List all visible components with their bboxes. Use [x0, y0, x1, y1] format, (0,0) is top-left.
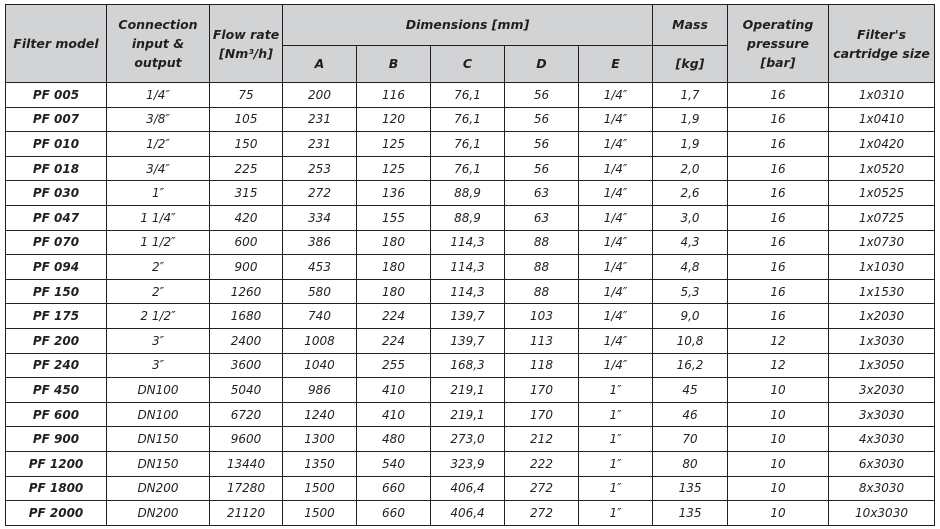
cell-cartridge: 1x3030: [829, 328, 935, 353]
cell-dim-e: 1″: [579, 451, 653, 476]
cell-model: PF 018: [6, 156, 107, 181]
cell-dim-a: 386: [283, 230, 357, 255]
cell-model: PF 047: [6, 205, 107, 230]
cell-dim-c: 88,9: [431, 205, 505, 230]
cell-dim-a: 231: [283, 107, 357, 132]
cell-dim-e: 1/4″: [579, 279, 653, 304]
header-dim-e: E: [579, 46, 653, 83]
header-dim-c: C: [431, 46, 505, 83]
cell-pressure: 16: [728, 156, 829, 181]
cell-dim-c: 323,9: [431, 451, 505, 476]
cell-dim-d: 212: [505, 427, 579, 452]
cell-dim-e: 1″: [579, 476, 653, 501]
cell-dim-b: 125: [357, 132, 431, 157]
cell-model: PF 030: [6, 181, 107, 206]
cell-connection: DN150: [107, 451, 210, 476]
cell-pressure: 10: [728, 451, 829, 476]
cell-pressure: 16: [728, 132, 829, 157]
table-row: [6, 501, 935, 526]
cell-connection: 2 1/2″: [107, 304, 210, 329]
cell-dim-d: 88: [505, 255, 579, 280]
cell-pressure: 10: [728, 476, 829, 501]
cell-cartridge: 4x3030: [829, 427, 935, 452]
cell-dim-e: 1/4″: [579, 205, 653, 230]
cell-dim-e: 1″: [579, 378, 653, 403]
cell-dim-c: 88,9: [431, 181, 505, 206]
table-row: [6, 83, 935, 108]
cell-dim-b: 255: [357, 353, 431, 378]
cell-model: PF 1800: [6, 476, 107, 501]
cell-dim-b: 480: [357, 427, 431, 452]
cell-connection: 1 1/2″: [107, 230, 210, 255]
cell-cartridge: 1x0420: [829, 132, 935, 157]
cell-dim-d: 63: [505, 205, 579, 230]
cell-pressure: 16: [728, 279, 829, 304]
cell-flow-rate: 75: [210, 83, 283, 108]
cell-dim-a: 740: [283, 304, 357, 329]
table-row: [6, 304, 935, 329]
cell-connection: DN200: [107, 501, 210, 526]
cell-cartridge: 3x3030: [829, 402, 935, 427]
cell-connection: 3″: [107, 328, 210, 353]
cell-mass: 1,9: [653, 107, 728, 132]
cell-cartridge: 10x3030: [829, 501, 935, 526]
cell-pressure: 12: [728, 353, 829, 378]
table-row: [6, 353, 935, 378]
cell-connection: 3/4″: [107, 156, 210, 181]
cell-dim-d: 56: [505, 156, 579, 181]
cell-dim-a: 453: [283, 255, 357, 280]
cell-dim-a: 580: [283, 279, 357, 304]
cell-pressure: 16: [728, 205, 829, 230]
cell-dim-d: 88: [505, 279, 579, 304]
cell-dim-e: 1/4″: [579, 230, 653, 255]
cell-model: PF 070: [6, 230, 107, 255]
table-row: [6, 107, 935, 132]
table-row: [6, 156, 935, 181]
cell-dim-e: 1/4″: [579, 83, 653, 108]
cell-dim-b: 180: [357, 230, 431, 255]
cell-dim-d: 103: [505, 304, 579, 329]
cell-mass: 3,0: [653, 205, 728, 230]
cell-flow-rate: 150: [210, 132, 283, 157]
cell-flow-rate: 900: [210, 255, 283, 280]
header-filter-model: Filter model: [6, 5, 107, 83]
cell-model: PF 094: [6, 255, 107, 280]
cell-mass: 1,7: [653, 83, 728, 108]
cell-model: PF 1200: [6, 451, 107, 476]
cell-dim-d: 222: [505, 451, 579, 476]
cell-dim-a: 200: [283, 83, 357, 108]
cell-cartridge: 1x0310: [829, 83, 935, 108]
cell-dim-d: 272: [505, 476, 579, 501]
cell-mass: 2,0: [653, 156, 728, 181]
cell-dim-a: 1350: [283, 451, 357, 476]
cell-dim-a: 231: [283, 132, 357, 157]
header-dimensions: Dimensions [mm]: [283, 5, 653, 46]
cell-dim-d: 56: [505, 107, 579, 132]
cell-flow-rate: 9600: [210, 427, 283, 452]
cell-model: PF 010: [6, 132, 107, 157]
cell-dim-e: 1″: [579, 427, 653, 452]
cell-connection: 1 1/4″: [107, 205, 210, 230]
cell-dim-b: 155: [357, 205, 431, 230]
cell-pressure: 10: [728, 501, 829, 526]
cell-model: PF 2000: [6, 501, 107, 526]
cell-dim-c: 76,1: [431, 132, 505, 157]
cell-flow-rate: 5040: [210, 378, 283, 403]
cell-mass: 16,2: [653, 353, 728, 378]
cell-flow-rate: 21120: [210, 501, 283, 526]
cell-dim-d: 170: [505, 402, 579, 427]
cell-dim-c: 406,4: [431, 476, 505, 501]
cell-mass: 80: [653, 451, 728, 476]
cell-dim-a: 1008: [283, 328, 357, 353]
cell-dim-d: 63: [505, 181, 579, 206]
cell-dim-e: 1/4″: [579, 107, 653, 132]
cell-dim-e: 1/4″: [579, 328, 653, 353]
cell-cartridge: 1x0520: [829, 156, 935, 181]
cell-connection: 3/8″: [107, 107, 210, 132]
cell-dim-a: 1040: [283, 353, 357, 378]
cell-pressure: 12: [728, 328, 829, 353]
cell-mass: 4,8: [653, 255, 728, 280]
cell-dim-d: 113: [505, 328, 579, 353]
table-body: [6, 83, 935, 526]
cell-mass: 70: [653, 427, 728, 452]
cell-connection: DN100: [107, 378, 210, 403]
cell-dim-c: 219,1: [431, 402, 505, 427]
cell-flow-rate: 17280: [210, 476, 283, 501]
cell-mass: 135: [653, 501, 728, 526]
cell-dim-a: 1240: [283, 402, 357, 427]
cell-flow-rate: 1680: [210, 304, 283, 329]
cell-dim-c: 76,1: [431, 83, 505, 108]
cell-cartridge: 3x2030: [829, 378, 935, 403]
header-mass-unit: [kg]: [653, 46, 728, 83]
cell-pressure: 10: [728, 402, 829, 427]
cell-flow-rate: 225: [210, 156, 283, 181]
cell-model: PF 007: [6, 107, 107, 132]
cell-pressure: 16: [728, 304, 829, 329]
header-connection: Connection input & output: [107, 5, 210, 83]
cell-dim-c: 114,3: [431, 255, 505, 280]
cell-cartridge: 1x0410: [829, 107, 935, 132]
table-row: [6, 451, 935, 476]
cell-flow-rate: 2400: [210, 328, 283, 353]
table-row: [6, 132, 935, 157]
cell-pressure: 16: [728, 181, 829, 206]
cell-flow-rate: 315: [210, 181, 283, 206]
cell-connection: DN200: [107, 476, 210, 501]
cell-mass: 46: [653, 402, 728, 427]
header-cartridge-size: Filter's cartridge size: [829, 5, 935, 83]
cell-dim-e: 1/4″: [579, 353, 653, 378]
cell-dim-b: 125: [357, 156, 431, 181]
header-dim-b: B: [357, 46, 431, 83]
cell-dim-a: 334: [283, 205, 357, 230]
cell-cartridge: 1x1530: [829, 279, 935, 304]
cell-mass: 5,3: [653, 279, 728, 304]
cell-connection: 1″: [107, 181, 210, 206]
cell-dim-e: 1/4″: [579, 255, 653, 280]
cell-dim-c: 273,0: [431, 427, 505, 452]
cell-cartridge: 1x0525: [829, 181, 935, 206]
cell-dim-d: 56: [505, 83, 579, 108]
filter-spec-table: [5, 4, 935, 526]
cell-dim-b: 410: [357, 402, 431, 427]
table-row: [6, 205, 935, 230]
cell-dim-b: 120: [357, 107, 431, 132]
cell-dim-d: 272: [505, 501, 579, 526]
table-row: [6, 476, 935, 501]
table-row: [6, 378, 935, 403]
cell-connection: 2″: [107, 279, 210, 304]
cell-flow-rate: 3600: [210, 353, 283, 378]
cell-connection: 1/4″: [107, 83, 210, 108]
cell-cartridge: 1x2030: [829, 304, 935, 329]
cell-mass: 1,9: [653, 132, 728, 157]
cell-dim-d: 88: [505, 230, 579, 255]
table-row: [6, 328, 935, 353]
cell-dim-b: 540: [357, 451, 431, 476]
cell-dim-b: 180: [357, 255, 431, 280]
cell-dim-a: 1500: [283, 501, 357, 526]
cell-dim-c: 114,3: [431, 230, 505, 255]
cell-dim-e: 1/4″: [579, 156, 653, 181]
table-row: [6, 402, 935, 427]
cell-connection: DN100: [107, 402, 210, 427]
cell-model: PF 900: [6, 427, 107, 452]
table-row: [6, 181, 935, 206]
cell-dim-e: 1/4″: [579, 132, 653, 157]
cell-flow-rate: 13440: [210, 451, 283, 476]
table-row: [6, 255, 935, 280]
header-dim-a: A: [283, 46, 357, 83]
cell-flow-rate: 420: [210, 205, 283, 230]
cell-dim-b: 224: [357, 328, 431, 353]
cell-dim-a: 272: [283, 181, 357, 206]
cell-dim-c: 168,3: [431, 353, 505, 378]
table-row: [6, 230, 935, 255]
cell-cartridge: 1x0730: [829, 230, 935, 255]
cell-dim-d: 118: [505, 353, 579, 378]
cell-cartridge: 6x3030: [829, 451, 935, 476]
cell-pressure: 10: [728, 427, 829, 452]
cell-dim-b: 136: [357, 181, 431, 206]
cell-flow-rate: 6720: [210, 402, 283, 427]
cell-pressure: 16: [728, 83, 829, 108]
cell-cartridge: 1x3050: [829, 353, 935, 378]
cell-model: PF 450: [6, 378, 107, 403]
header-dim-d: D: [505, 46, 579, 83]
table-row: [6, 279, 935, 304]
cell-flow-rate: 600: [210, 230, 283, 255]
cell-connection: 1/2″: [107, 132, 210, 157]
cell-pressure: 16: [728, 230, 829, 255]
header-operating-pressure: Operating pressure [bar]: [728, 5, 829, 83]
header-mass: Mass: [653, 5, 728, 46]
cell-dim-e: 1/4″: [579, 181, 653, 206]
header-flow-rate: Flow rate [Nm³/h]: [210, 5, 283, 83]
cell-flow-rate: 105: [210, 107, 283, 132]
cell-model: PF 600: [6, 402, 107, 427]
cell-model: PF 200: [6, 328, 107, 353]
cell-dim-e: 1″: [579, 501, 653, 526]
cell-dim-c: 76,1: [431, 107, 505, 132]
cell-mass: 10,8: [653, 328, 728, 353]
cell-connection: 3″: [107, 353, 210, 378]
cell-dim-c: 76,1: [431, 156, 505, 181]
cell-pressure: 16: [728, 255, 829, 280]
cell-dim-b: 116: [357, 83, 431, 108]
cell-connection: 2″: [107, 255, 210, 280]
cell-dim-c: 406,4: [431, 501, 505, 526]
cell-mass: 4,3: [653, 230, 728, 255]
cell-pressure: 16: [728, 107, 829, 132]
cell-model: PF 005: [6, 83, 107, 108]
cell-dim-b: 410: [357, 378, 431, 403]
cell-dim-d: 170: [505, 378, 579, 403]
cell-mass: 135: [653, 476, 728, 501]
cell-model: PF 240: [6, 353, 107, 378]
cell-cartridge: 1x0725: [829, 205, 935, 230]
cell-dim-c: 219,1: [431, 378, 505, 403]
table-row: [6, 427, 935, 452]
cell-flow-rate: 1260: [210, 279, 283, 304]
cell-cartridge: 1x1030: [829, 255, 935, 280]
cell-dim-b: 660: [357, 476, 431, 501]
cell-dim-c: 139,7: [431, 328, 505, 353]
cell-dim-c: 139,7: [431, 304, 505, 329]
cell-dim-e: 1/4″: [579, 304, 653, 329]
cell-dim-d: 56: [505, 132, 579, 157]
cell-dim-e: 1″: [579, 402, 653, 427]
cell-cartridge: 8x3030: [829, 476, 935, 501]
cell-connection: DN150: [107, 427, 210, 452]
cell-dim-a: 1500: [283, 476, 357, 501]
cell-dim-c: 114,3: [431, 279, 505, 304]
cell-model: PF 150: [6, 279, 107, 304]
cell-dim-a: 986: [283, 378, 357, 403]
cell-pressure: 10: [728, 378, 829, 403]
cell-mass: 2,6: [653, 181, 728, 206]
cell-mass: 9,0: [653, 304, 728, 329]
cell-dim-b: 224: [357, 304, 431, 329]
cell-dim-b: 180: [357, 279, 431, 304]
cell-dim-b: 660: [357, 501, 431, 526]
cell-mass: 45: [653, 378, 728, 403]
cell-dim-a: 1300: [283, 427, 357, 452]
cell-model: PF 175: [6, 304, 107, 329]
cell-dim-a: 253: [283, 156, 357, 181]
